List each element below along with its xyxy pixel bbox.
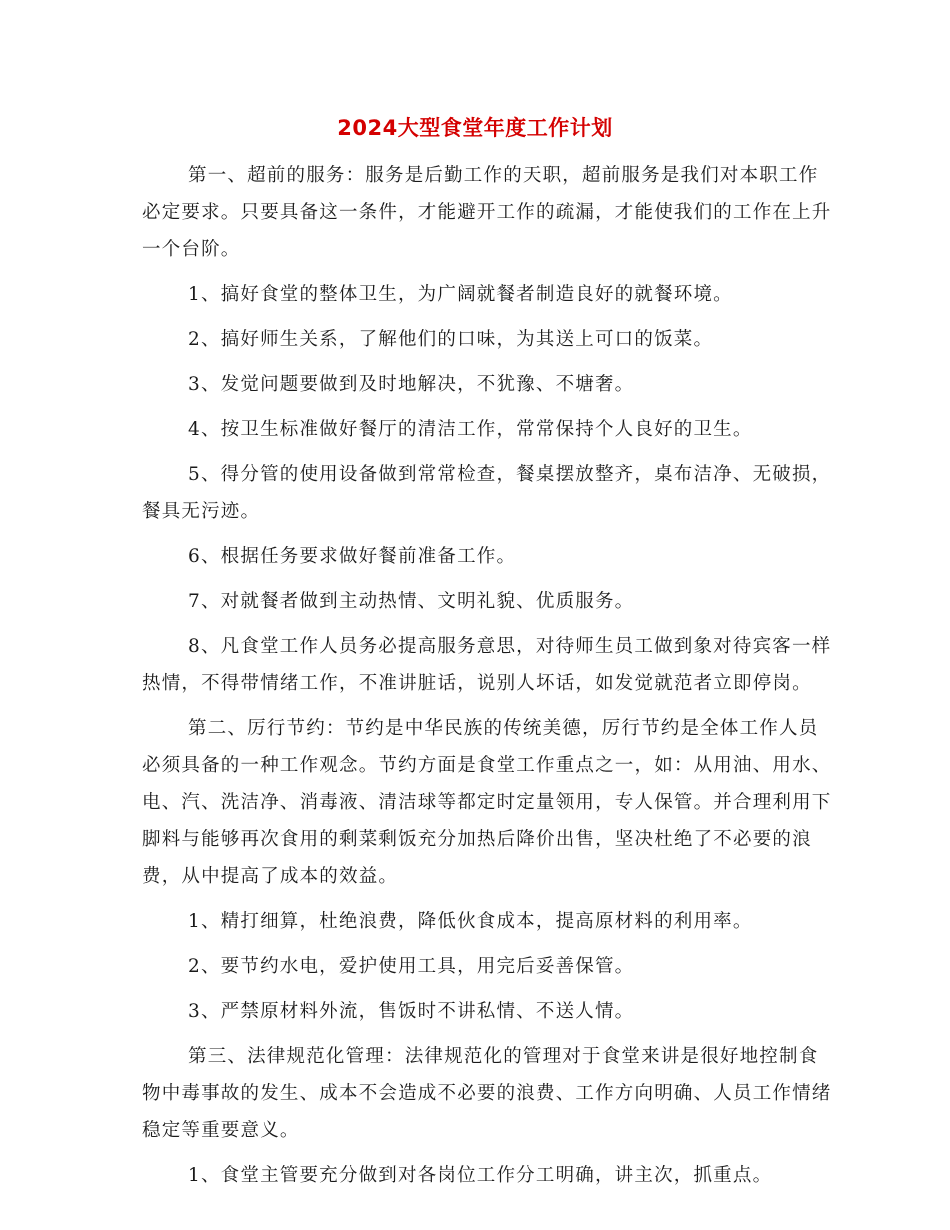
document-title: 2024大型食堂年度工作计划	[337, 116, 613, 140]
paragraph-item: 6、根据任务要求做好餐前准备工作。	[188, 546, 517, 567]
paragraph-item: 4、按卫生标准做好餐厅的清洁工作，常常保持个人良好的卫生。	[188, 419, 753, 440]
document-body	[142, 157, 832, 1194]
paragraph-item: 3、严禁原材料外流，售饭时不讲私情、不送人情。	[188, 1001, 635, 1022]
paragraph-item: 8、凡食堂工作人员务必提高服务意思，对待师生员工做到象对待宾客一样热情，不得带情绪工作，不准讲脏话，说别人坏话，如发觉就范者立即停岗。	[142, 636, 832, 694]
paragraph-item: 7、对就餐者做到主动热情、文明礼貌、优质服务。	[188, 591, 635, 612]
paragraph-section-2-intro: 第二、厉行节约：节约是中华民族的传统美德，厉行节约是全体工作人员必须具备的一种工作观念。节约方面是食堂工作重点之一，如：从用油、用水、电、汽、洗洁净、消毒液、清洁球等都定时定量领用，专人保管。并合理利用下脚料与能够再次食用的剩菜剩饭充分加热后降价出售，坚决杜绝了不必要的浪费，从中提高了成本的效益。	[142, 718, 832, 887]
paragraph-item: 1、食堂主管要充分做到对各岗位工作分工明确，讲主次，抓重点。	[188, 1165, 773, 1186]
paragraph-item: 1、精打细算，杜绝浪费，降低伙食成本，提高原材料的利用率。	[188, 911, 753, 932]
paragraph-item: 5、得分管的使用设备做到常常检查，餐桌摆放整齐，桌布洁净、无破损，餐具无污迹。	[142, 464, 832, 522]
paragraph-item: 2、搞好师生关系，了解他们的口味，为其送上可口的饭菜。	[188, 329, 714, 350]
paragraph-section-1-intro: 第一、超前的服务：服务是后勤工作的天职，超前服务是我们对本职工作必定要求。只要具备这一条件，才能避开工作的疏漏，才能使我们的工作在上升一个台阶。	[142, 165, 832, 260]
paragraph-item: 2、要节约水电，爱护使用工具，用完后妥善保管。	[188, 956, 635, 977]
paragraph-item: 3、发觉问题要做到及时地解决，不犹豫、不塘奢。	[188, 374, 635, 395]
paragraph-section-3-intro: 第三、法律规范化管理：法律规范化的管理对于食堂来讲是很好地控制食物中毒事故的发生、成本不会造成不必要的浪费、工作方向明确、人员工作情绪稳定等重要意义。	[142, 1046, 832, 1141]
paragraph-item: 1、搞好食堂的整体卫生，为广阔就餐者制造良好的就餐环境。	[188, 284, 733, 305]
